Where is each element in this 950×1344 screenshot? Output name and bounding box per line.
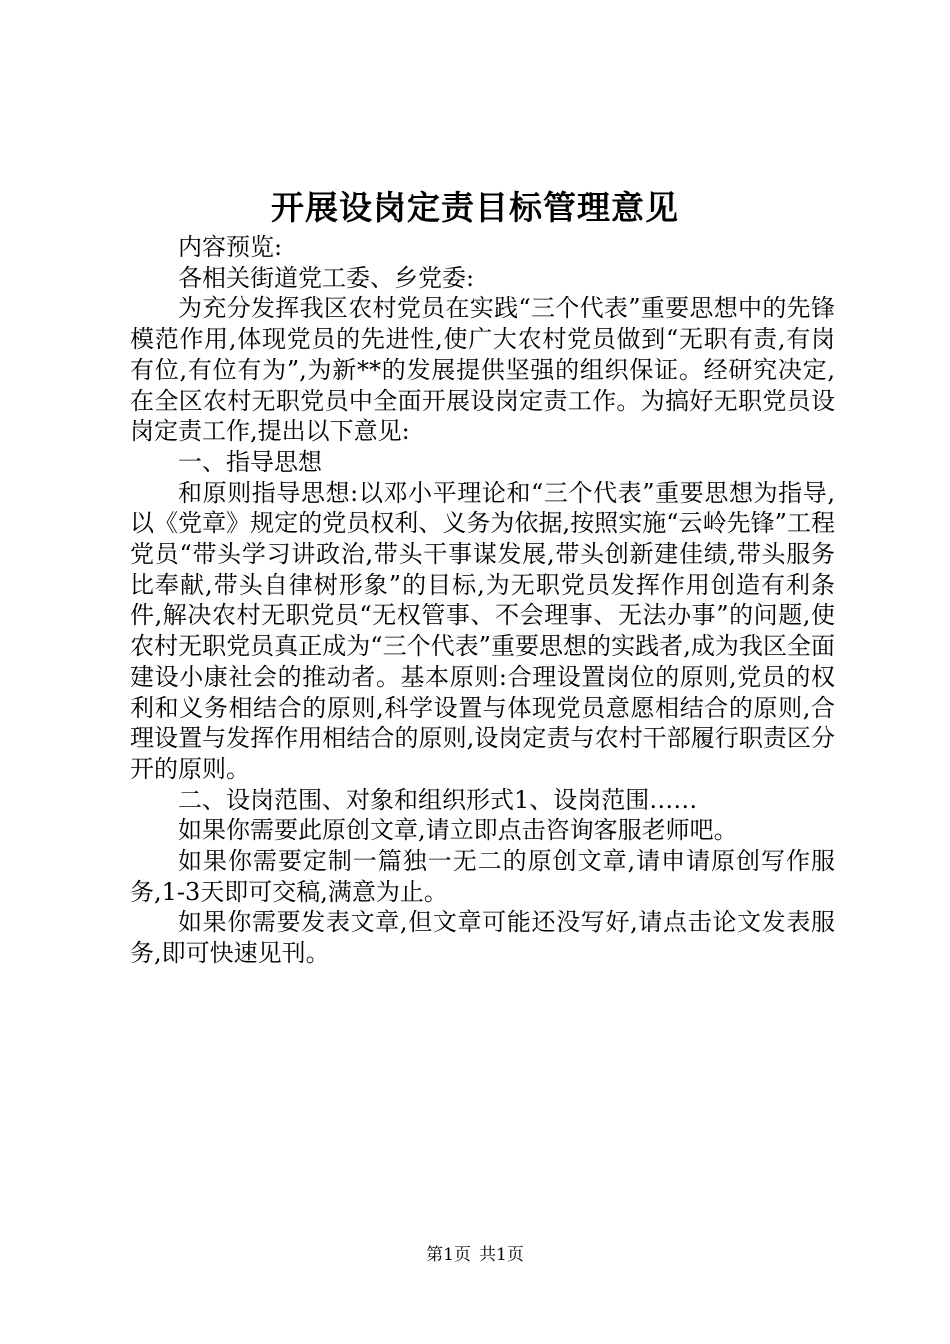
- paragraph-promo-consult: 如果你需要此原创文章,请立即点击咨询客服老师吧。: [178, 816, 738, 845]
- paragraph-preview-label: 内容预览:: [178, 233, 283, 261]
- page-footer: [0, 1244, 950, 1266]
- paragraph-heading-2: 二、设岗范围、对象和组织形式1、设岗范围……: [178, 785, 698, 814]
- paragraph-heading-1: 一、指导思想: [178, 447, 322, 476]
- paragraph-intro: 为充分发挥我区农村党员在实践“三个代表”重要思想中的先锋模范作用,体现党员的先进性,使广大农村党员做到“无职有责,有岗有位,有位有为”,为新**的发展提供坚强的组织保证。经研究决定,在全区农村无职党员中全面开展设岗定责工作。为搞好无职党员设岗定责工作,提出以下意见:: [130, 294, 835, 446]
- document-title: 开展设岗定责目标管理意见: [271, 188, 679, 227]
- paragraph-promo-custom: 如果你需要定制一篇独一无二的原创文章,请申请原创写作服务,1-3天即可交稿,满意为止。: [130, 847, 835, 906]
- page-number: 第1页: [426, 1245, 471, 1265]
- paragraph-salutation: 各相关街道党工委、乡党委:: [178, 263, 475, 292]
- page-total: 共1页: [479, 1245, 524, 1265]
- document-body: [130, 232, 835, 969]
- paragraph-promo-publish: 如果你需要发表文章,但文章可能还没写好,请点击论文发表服务,即可快速见刊。: [130, 908, 835, 968]
- paragraph-principles: 和原则指导思想:以邓小平理论和“三个代表”重要思想为指导,以《党章》规定的党员权利、义务为依据,按照实施“云岭先锋”工程党员“带头学习讲政治,带头干事谋发展,带头创新建佳绩,带头服务比奉献,带头自律树形象”的目标,为无职党员发挥作用创造有利条件,解决农村无职党员“无权管事、不会理事、无法办事”的问题,使农村无职党员真正成为“三个代表”重要思想的实践者,成为我区全面建设小康社会的推动者。基本原则:合理设置岗位的原则,党员的权利和义务相结合的原则,科学设置与体现党员意愿相结合的原则,合理设置与发挥作用相结合的原则,设岗定责与农村干部履行职责区分开的原则。: [130, 478, 835, 783]
